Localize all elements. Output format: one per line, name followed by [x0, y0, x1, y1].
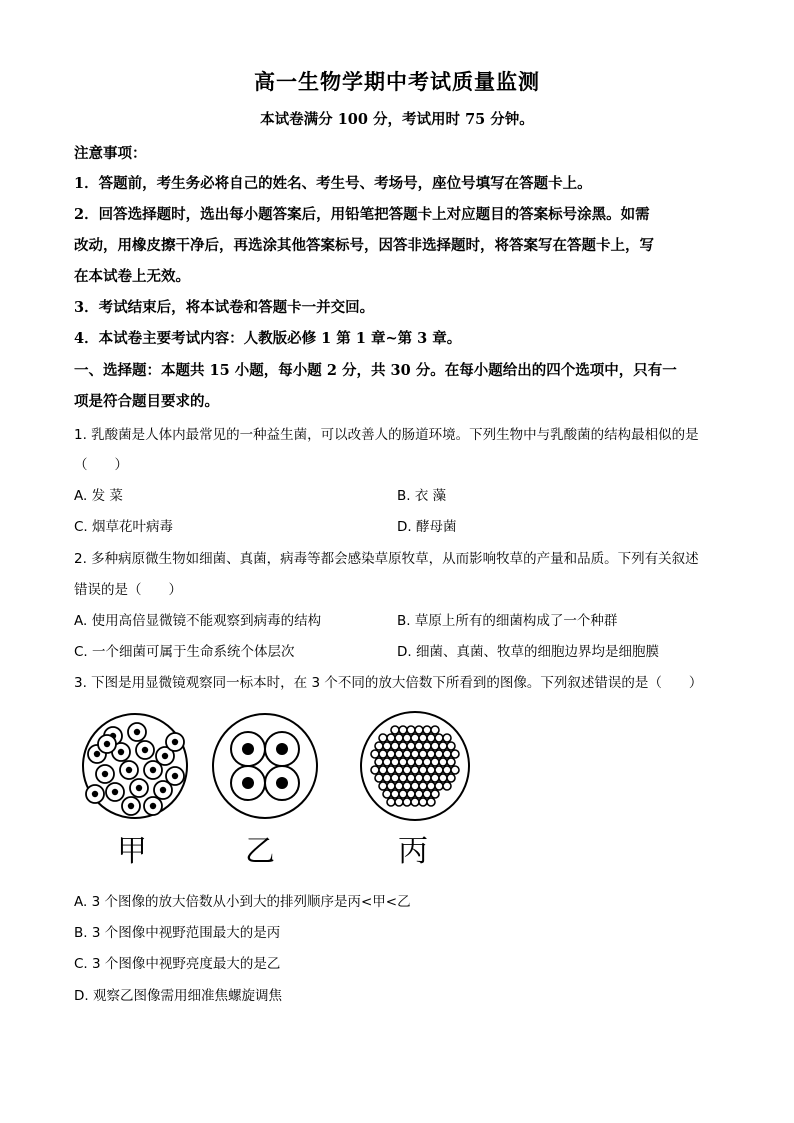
cell [399, 742, 407, 750]
question-1-option-b: B. 衣 藻 [397, 488, 447, 504]
cell [423, 774, 431, 782]
cell-nucleus [150, 803, 156, 809]
cell [387, 782, 395, 790]
cell [387, 734, 395, 742]
cell-nucleus [136, 785, 142, 791]
cell [407, 742, 415, 750]
cell [443, 766, 451, 774]
cell [419, 782, 427, 790]
cell [379, 766, 387, 774]
cell [403, 734, 411, 742]
cell [423, 726, 431, 734]
question-3-option-c: C. 3 个图像中视野亮度最大的是乙 [74, 956, 281, 972]
section-heading-cont: 项是符合题目要求的。 [74, 393, 219, 410]
notice-heading: 注意事项： [74, 145, 147, 162]
notice-item: 2．回答选择题时，选出每小题答案后，用铅笔把答题卡上对应题目的答案标号涂黑。如需 [74, 206, 650, 223]
cell [375, 742, 383, 750]
cell [415, 758, 423, 766]
cell-nucleus [92, 791, 98, 797]
cell-nucleus [112, 789, 118, 795]
cell [411, 766, 419, 774]
cell [435, 734, 443, 742]
cell [383, 774, 391, 782]
notice-item: 改动，用橡皮擦干净后，再选涂其他答案标号，因答非选择题时，将答案写在答题卡上，写 [74, 237, 654, 254]
cell [419, 750, 427, 758]
cell-nucleus [276, 743, 288, 755]
cell [447, 742, 455, 750]
view-jia-circle [83, 714, 187, 818]
cell [439, 774, 447, 782]
figure-label-yi: 乙 [245, 834, 275, 869]
question-1-option-a: A. 发 菜 [74, 488, 123, 504]
question-1-stem-cont: （ ） [74, 457, 128, 473]
cell [395, 798, 403, 806]
cell [391, 742, 399, 750]
cell-nucleus [102, 771, 108, 777]
cell [423, 742, 431, 750]
cell [391, 758, 399, 766]
cell [379, 734, 387, 742]
cell [443, 750, 451, 758]
cell [431, 726, 439, 734]
question-2-option-a: A. 使用高倍显微镜不能观察到病毒的结构 [74, 613, 322, 629]
cell [395, 766, 403, 774]
cell [427, 782, 435, 790]
cell [435, 750, 443, 758]
cell [399, 774, 407, 782]
cell-nucleus [172, 739, 178, 745]
exam-info: 本试卷满分 100 分，考试用时 75 分钟。 [260, 111, 534, 128]
cell [371, 766, 379, 774]
cell [423, 758, 431, 766]
cell [403, 798, 411, 806]
cell-nucleus [276, 777, 288, 789]
figure-label-bing: 丙 [398, 834, 428, 869]
cell [427, 798, 435, 806]
notice-item: 1．答题前，考生务必将自己的姓名、考生号、考场号，座位号填写在答题卡上。 [74, 175, 592, 192]
cell-nucleus [142, 747, 148, 753]
question-2-stem-cont: 错误的是（ ） [74, 582, 182, 598]
cell-nucleus [126, 767, 132, 773]
cell [415, 742, 423, 750]
cell [443, 734, 451, 742]
section-heading: 一、选择题：本题共 15 小题，每小题 2 分，共 30 分。在每小题给出的四个选项中，只有一 [74, 362, 677, 379]
cell [451, 766, 459, 774]
cell [419, 734, 427, 742]
question-1-option-c: C. 烟草花叶病毒 [74, 519, 174, 535]
cell [383, 758, 391, 766]
question-1-stem: 1. 乳酸菌是人体内最常见的一种益生菌，可以改善人的肠道环境。下列生物中与乳酸菌的结构最相似的是 [74, 427, 699, 443]
cell [383, 742, 391, 750]
cell [423, 790, 431, 798]
question-2-option-b: B. 草原上所有的细菌构成了一个种群 [397, 613, 618, 629]
cell [411, 734, 419, 742]
question-2-stem: 2. 多种病原微生物如细菌、真菌，病毒等都会感染草原牧草，从而影响牧草的产量和品质。下列有关叙述 [74, 551, 699, 567]
question-2-option-c: C. 一个细菌可属于生命系统个体层次 [74, 644, 295, 660]
cell [431, 742, 439, 750]
cell [387, 766, 395, 774]
field-of-view [213, 714, 317, 818]
cell [435, 782, 443, 790]
cell [399, 790, 407, 798]
cell [415, 774, 423, 782]
cell [379, 750, 387, 758]
cell [447, 758, 455, 766]
notice-item: 4．本试卷主要考试内容：人教版必修 1 第 1 章~第 3 章。 [74, 330, 462, 347]
cell [427, 766, 435, 774]
notice-item: 在本试卷上无效。 [74, 268, 190, 285]
cell [403, 750, 411, 758]
cell [375, 774, 383, 782]
cell [427, 734, 435, 742]
cell [387, 798, 395, 806]
cell [443, 782, 451, 790]
view-yi-circle [213, 714, 317, 818]
cell-nucleus [94, 751, 100, 757]
cell-nucleus [134, 729, 140, 735]
cell [399, 726, 407, 734]
question-1-option-d: D. 酵母菌 [397, 519, 457, 535]
cell [431, 774, 439, 782]
cell [431, 790, 439, 798]
cell [395, 750, 403, 758]
cell-nucleus [118, 749, 124, 755]
cell [379, 782, 387, 790]
cell [415, 726, 423, 734]
cell-nucleus [242, 743, 254, 755]
figure-label-jia: 甲 [117, 834, 147, 869]
cell [391, 774, 399, 782]
cell [383, 790, 391, 798]
cell [419, 798, 427, 806]
cell-nucleus [162, 753, 168, 759]
cell-nucleus [242, 777, 254, 789]
cell-nucleus [160, 787, 166, 793]
cell [407, 726, 415, 734]
cell-nucleus [150, 767, 156, 773]
cell [371, 750, 379, 758]
cell [411, 798, 419, 806]
cell [395, 782, 403, 790]
cell [451, 750, 459, 758]
page-title: 高一生物学期中考试质量监测 [254, 69, 540, 94]
question-3-option-b: B. 3 个图像中视野范围最大的是丙 [74, 925, 281, 941]
cell [387, 750, 395, 758]
cell [411, 782, 419, 790]
cell [435, 766, 443, 774]
cell [427, 750, 435, 758]
cell [431, 758, 439, 766]
cell [375, 758, 383, 766]
cell [419, 766, 427, 774]
cell [447, 774, 455, 782]
cell [407, 790, 415, 798]
cell [411, 750, 419, 758]
notice-item: 3．考试结束后，将本试卷和答题卡一并交回。 [74, 299, 375, 316]
cell-nucleus [104, 741, 110, 747]
cell-nucleus [172, 773, 178, 779]
cell-nucleus [128, 803, 134, 809]
cell [391, 790, 399, 798]
question-3-option-a: A. 3 个图像的放大倍数从小到大的排列顺序是丙<甲<乙 [74, 894, 411, 910]
question-3-stem: 3. 下图是用显微镜观察同一标本时，在 3 个不同的放大倍数下所看到的图像。下列叙述错误的是（ ） [74, 675, 703, 691]
cell [439, 742, 447, 750]
cell [407, 758, 415, 766]
cell [399, 758, 407, 766]
question-2-option-d: D. 细菌、真菌、牧草的细胞边界均是细胞膜 [397, 644, 659, 660]
question-3-option-d: D. 观察乙图像需用细准焦螺旋调焦 [74, 988, 282, 1004]
cell [415, 790, 423, 798]
view-bing-circle [361, 712, 469, 820]
cell [407, 774, 415, 782]
cell [395, 734, 403, 742]
cell [403, 782, 411, 790]
cell [391, 726, 399, 734]
cell [403, 766, 411, 774]
cell [439, 758, 447, 766]
